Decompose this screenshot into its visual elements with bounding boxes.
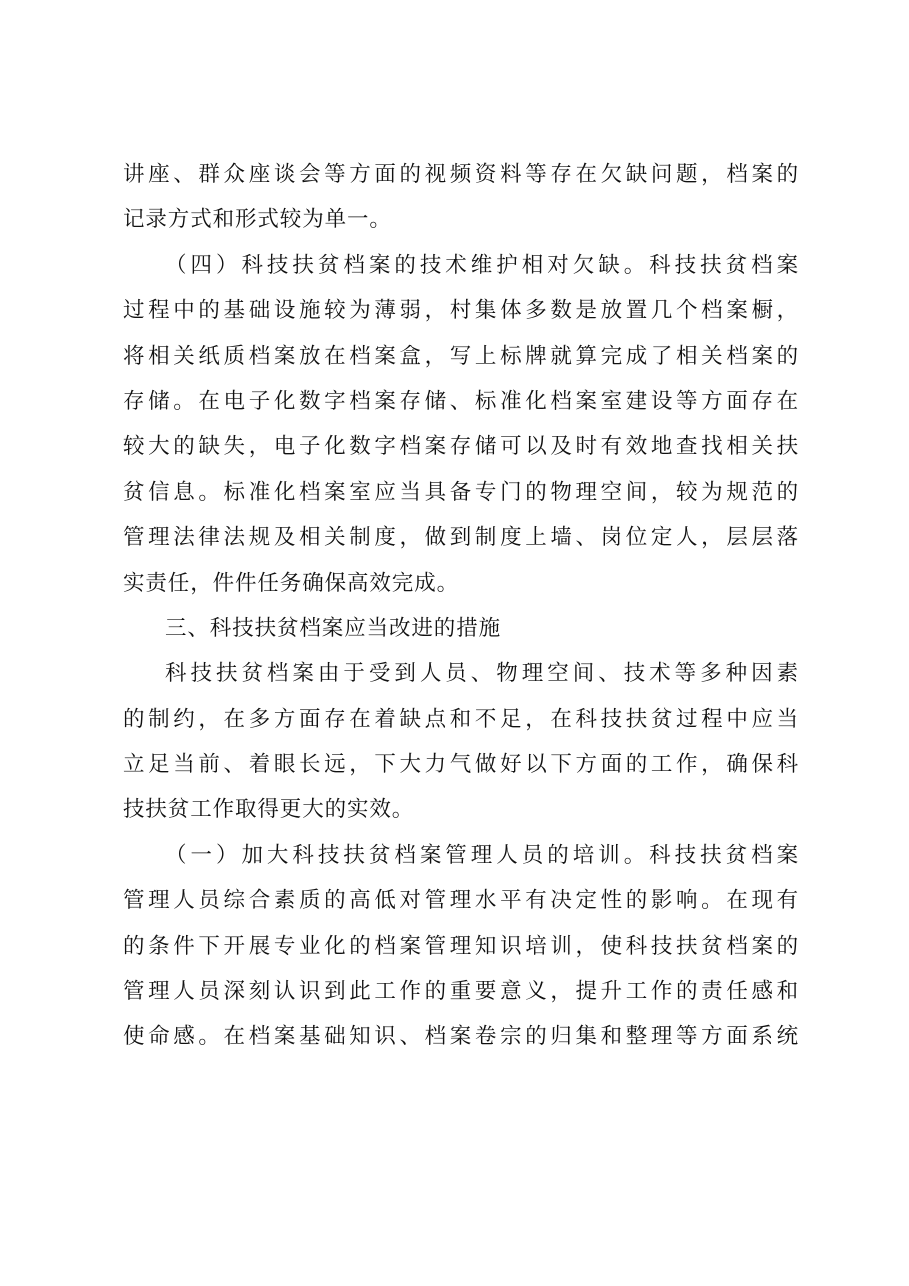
- text-line: 过程中的基础设施较为薄弱，村集体多数是放置几个档案橱，: [123, 298, 799, 324]
- text-line: 三、科技扶贫档案应当改进的措施: [165, 615, 502, 641]
- text-line: 将相关纸质档案放在档案盒，写上标牌就算完成了相关档案的: [123, 343, 799, 369]
- text-line: 讲座、群众座谈会等方面的视频资料等存在欠缺问题，档案的: [123, 162, 799, 187]
- text-line: 技扶贫工作取得更大的实效。: [123, 797, 415, 823]
- text-line: 贫信息。标准化档案室应当具备专门的物理空间，较为规范的: [123, 479, 799, 505]
- text-line: （一）加大科技扶贫档案管理人员的培训。科技扶贫档案: [165, 842, 799, 868]
- text-line: 实责任，件件任务确保高效完成。: [123, 570, 460, 596]
- text-line: 较大的缺失，电子化数字档案存储可以及时有效地查找相关扶: [123, 434, 799, 460]
- text-line: 使命感。在档案基础知识、档案卷宗的归集和整理等方面系统: [123, 1024, 799, 1050]
- text-line: 的制约，在多方面存在着缺点和不足，在科技扶贫过程中应当: [123, 706, 799, 732]
- body-text: [123, 152, 799, 1060]
- text-line: 管理人员综合素质的高低对管理水平有决定性的影响。在现有: [123, 888, 799, 914]
- text-line: 记录方式和形式较为单一。: [123, 207, 392, 233]
- text-line: 的条件下开展专业化的档案管理知识培训，使科技扶贫档案的: [123, 933, 799, 959]
- text-line: 存储。在电子化数字档案存储、标准化档案室建设等方面存在: [123, 388, 799, 414]
- text-line: 管理法律法规及相关制度，做到制度上墙、岗位定人，层层落: [123, 525, 799, 551]
- text-line: 立足当前、着眼长远，下大力气做好以下方面的工作，确保科: [123, 752, 799, 778]
- text-line: （四）科技扶贫档案的技术维护相对欠缺。科技扶贫档案: [165, 252, 799, 278]
- text-line: 管理人员深刻认识到此工作的重要意义，提升工作的责任感和: [123, 979, 799, 1005]
- text-line: 科技扶贫档案由于受到人员、物理空间、技术等多种因素: [165, 661, 799, 687]
